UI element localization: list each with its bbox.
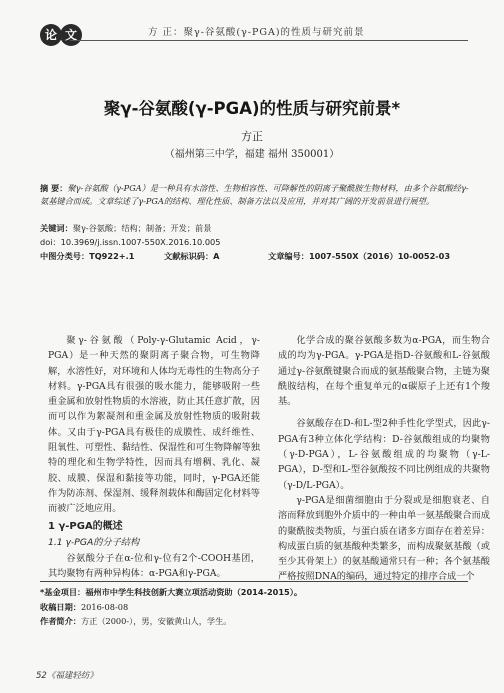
running-head: 方 正：聚γ-谷氨酸(γ-PGA)的性质与研究前景 xyxy=(148,27,365,38)
badge-char-1: 论 xyxy=(40,24,62,46)
body-column-left xyxy=(48,333,260,582)
section-heading: 1 γ-PGA的概述 xyxy=(48,520,123,532)
paragraph: 谷氨酸分子在α-位和γ-位有2个-COOH基团，其均聚物有两种异构体：α-PGA和γ-PGA。 xyxy=(48,553,260,580)
abstract xyxy=(40,182,470,208)
article-number: 文章编号：1007-550X（2016）10-0052-03 xyxy=(268,251,451,261)
page-number: 52《福建轻纺》 xyxy=(36,671,98,681)
header-rule xyxy=(70,40,468,41)
section-badge xyxy=(38,24,90,46)
badge-char-2: 文 xyxy=(60,24,82,46)
paragraph: 谷氨酸存在D-和L-型2种手性化学型式，因此γ-PGA有3种立体化学结构：D-谷氨酸组成的均聚物（γ-D-PGA），L-谷氨酸组成的均聚物（γ-L-PGA），D-型和L-型谷氨酸按不同比例组成的共聚物（γ-D/L-PGA）。 xyxy=(278,418,490,491)
footnote-rule xyxy=(40,581,468,582)
document-code: 文献标识码：A xyxy=(164,251,220,261)
author-affiliation: （福州第三中学，福建 福州 350001） xyxy=(164,149,340,160)
classification-line xyxy=(40,250,470,263)
keywords-text: 聚γ-谷氨酸；结构；制备；开发；前景 xyxy=(72,223,212,233)
article-title: 聚γ-谷氨酸(γ-PGA)的性质与研究前景* xyxy=(103,99,401,118)
keywords-label: 关键词： xyxy=(40,223,73,233)
paragraph: γ-PGA是细菌细胞由于分裂或是细胞衰老、自溶而释放到胞外介质中的一种由单一氨基酸聚合而成的聚酰胺类物质，与蛋白质在诸多方面存在着差异：构成蛋白质的氨基酸种类繁多，而构成聚氨基酸（或至少其骨架上）的氨基酸通常只有一种；各个氨基酸严格按照DNA的编码，通过特定的排序合成一个 xyxy=(278,494,490,583)
keywords xyxy=(40,222,470,235)
abstract-label: 摘 要： xyxy=(40,183,68,193)
body-column-right xyxy=(278,333,490,585)
doi: doi：10.3969/j.issn.1007-550X.2016.10.005 xyxy=(40,237,221,247)
bio-label: 作者简介： xyxy=(40,616,81,626)
paragraph: 聚γ-谷氨酸（Poly-γ-Glutamic Acid，γ-PGA）是一种天然的聚阴离子聚合物，可生物降解，水溶性好，对环境和人体均无毒性的生物高分子材料。γ-PGA具有很强的吸水能力，能够吸附一些重金属和放射性物质的水溶液，防止其任意扩散，因而可以作为絮凝剂和重金属及放射性物质的吸附载体。又由于γ-PGA具有极佳的成膜性、成纤维性、阻氧性、可塑性、黏结性、保湿性和可生物降解等独特的理化和生物学特性，因而具有增稠、乳化、凝胶、成膜、保湿和黏接等功能，同时，γ-PGA还能作为防冻剂、保湿剂、缓释剂载体和酶固定化材料等而被广泛地应用。 xyxy=(48,335,260,515)
received-label: 收稿日期： xyxy=(40,602,81,612)
abstract-text: 聚γ-谷氨酸（γ-PGA）是一种具有水溶性、生物相容性、可降解性的阴离子聚酰胺生物材料，由多个谷氨酸经γ-氨基键合而成。文章综述了γ-PGA的结构、理化性质、制备方法以及应用，并对其广阔的开发前景进行展望。 xyxy=(40,183,469,206)
author-bio xyxy=(40,616,480,627)
received-value: 2016-08-08 xyxy=(80,602,129,612)
fund-note: *基金项目：福州市中学生科技创新大赛立项活动资助（2014-2015）。 xyxy=(40,587,303,597)
article-author: 方正 xyxy=(241,130,263,143)
paragraph: 化学合成的聚谷氨酸多数为α-PGA，而生物合成的均为γ-PGA。γ-PGA是指D-谷氨酸和L-谷氨酸通过γ-谷氨酰键聚合而成的氨基酸聚合物，主链为聚酰胺结构，在每个重复单元的α碳原子上还有1个羧基。 xyxy=(278,335,490,408)
subsection-heading: 1.1 γ-PGA的分子结构 xyxy=(48,536,140,548)
bio-value: 方正（2000-），男，安徽黄山人，学生。 xyxy=(80,616,232,626)
clc-number: 中图分类号：TQ922+.1 xyxy=(40,251,135,261)
received-date xyxy=(40,602,480,613)
